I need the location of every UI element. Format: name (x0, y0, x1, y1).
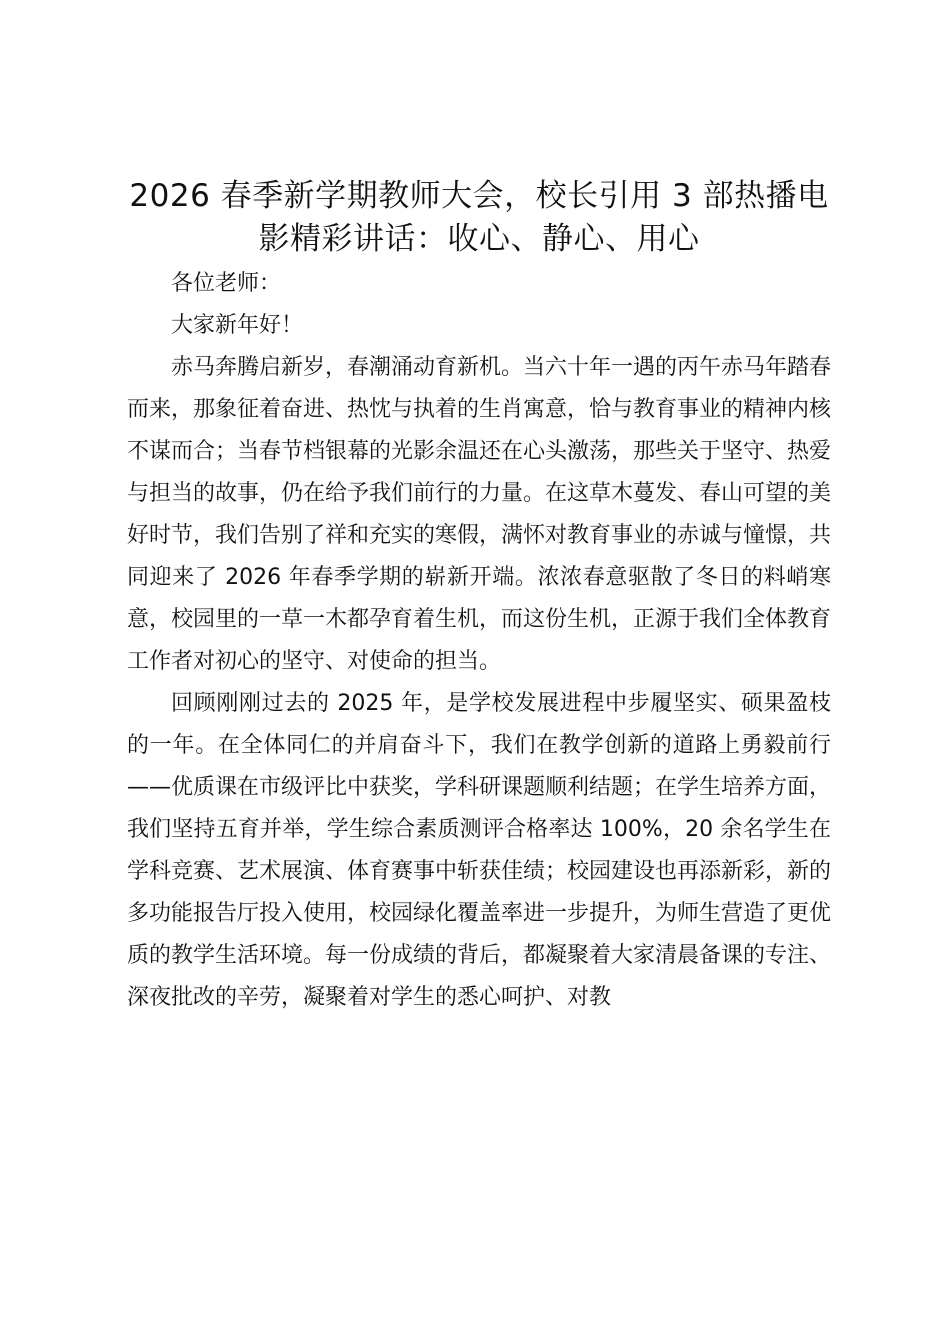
paragraph-review: 回顾刚刚过去的 2025 年，是学校发展进程中步履坚实、硕果盈枝的一年。在全体同仁的并肩奋斗下，我们在教学创新的道路上勇毅前行——优质课在市级评比中获奖，学科研课题顺利结题；在学生培养方面，我们坚持五育并举，学生综合素质测评合格率达 100%，20 余名学生在学科竞赛、艺术展演、体育赛事中斩获佳绩；校园建设也再添新彩，新的多功能报告厅投入使用，校园绿化覆盖率进一步提升，为师生营造了更优质的教学生活环境。每一份成绩的背后，都凝聚着大家清晨备课的专注、深夜批改的辛劳，凝聚着对学生的悉心呵护、对教 (127, 691, 832, 1010)
document-body (127, 175, 831, 1019)
greeting: 大家新年好！ (171, 313, 304, 338)
salutation: 各位老师： (171, 271, 282, 296)
document-title: 2026 春季新学期教师大会，校长引用 3 部热播电影精彩讲话：收心、静心、用心 (129, 178, 829, 257)
paragraph-opening: 赤马奔腾启新岁，春潮涌动育新机。当六十年一遇的丙午赤马年踏春而来，那象征着奋进、热忱与执着的生肖寓意，恰与教育事业的精神内核不谋而合；当春节档银幕的光影余温还在心头激荡，那些关于坚守、热爱与担当的故事，仍在给予我们前行的力量。在这草木蔓发、春山可望的美好时节，我们告别了祥和充实的寒假，满怀对教育事业的赤诚与憧憬，共同迎来了 2026 年春季学期的崭新开端。浓浓春意驱散了冬日的料峭寒意，校园里的一草一木都孕育着生机，而这份生机，正源于我们全体教育工作者对初心的坚守、对使命的担当。 (127, 355, 832, 674)
